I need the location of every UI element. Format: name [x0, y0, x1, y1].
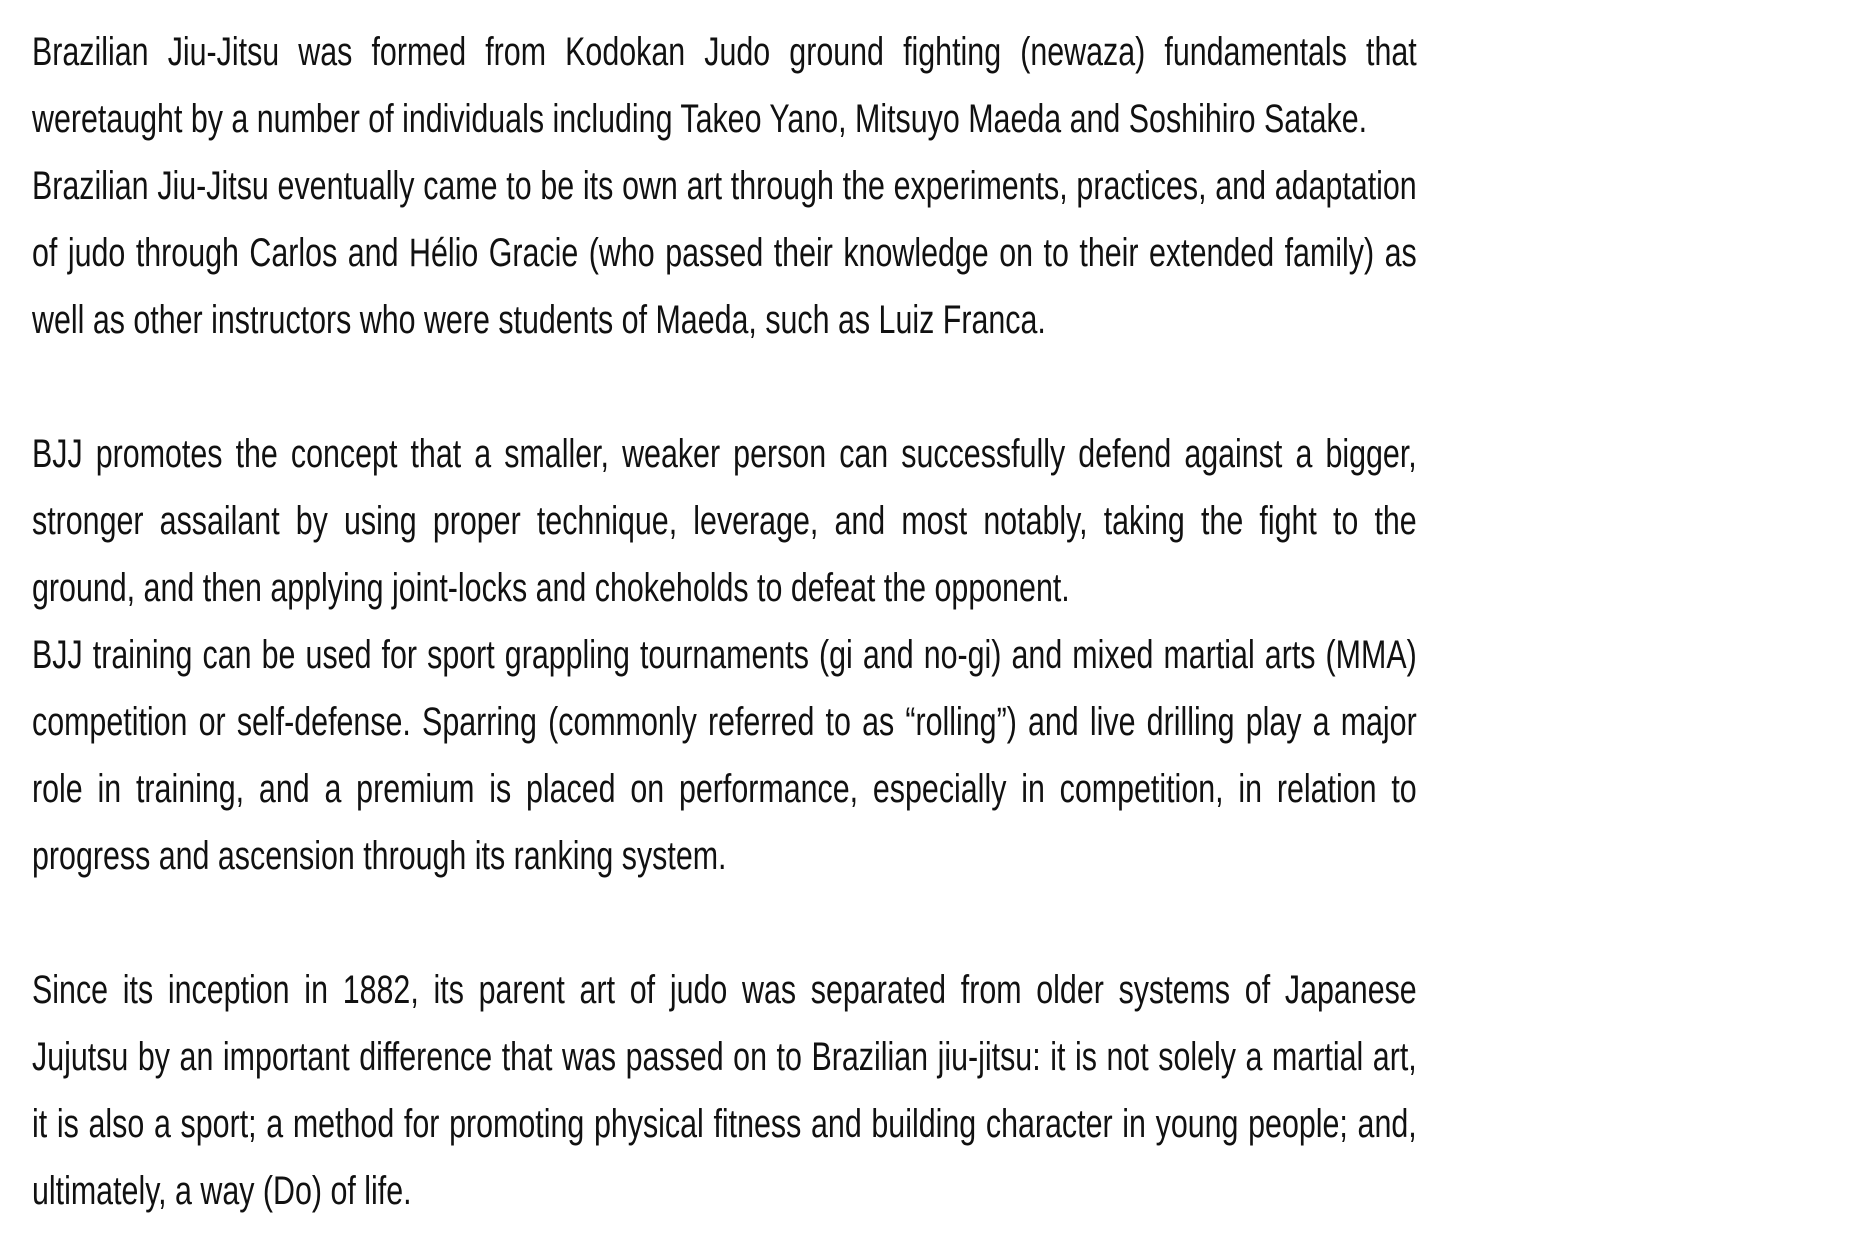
paragraph-bjj-training: BJJ training can be used for sport grappling tournaments (gi and no-gi) and mixed martial arts (MMA) competition or self-defense. Sparring (commonly referred to as “rolling”) and live drilling play a major role in training, and a premium is placed on performance, especially in competition, in relation to progress and ascension through its ranking system.	[32, 633, 1417, 878]
document-body	[32, 19, 1417, 1225]
paragraph-bjj-development: Brazilian Jiu-Jitsu eventually came to be its own art through the experiments, practices, and adaptation of judo through Carlos and Hélio Gracie (who passed their knowledge on to their extended family) as well as other instructors who were students of Maeda, such as Luiz Franca.	[32, 164, 1417, 342]
paragraph-spacer	[32, 890, 1417, 957]
paragraph-bjj-origins: Brazilian Jiu-Jitsu was formed from Kodokan Judo ground fighting (newaza) fundamentals that weretaught by a number of individuals including Takeo Yano, Mitsuyo Maeda and Soshihiro Satake.	[32, 30, 1417, 141]
paragraph-bjj-concept: BJJ promotes the concept that a smaller, weaker person can successfully defend against a bigger, stronger assailant by using proper technique, leverage, and most notably, taking the fight to the ground, and then applying joint-locks and chokeholds to defeat the opponent.	[32, 432, 1417, 610]
paragraph-spacer	[32, 354, 1417, 421]
paragraph-judo-inception: Since its inception in 1882, its parent art of judo was separated from older systems of Japanese Jujutsu by an important difference that was passed on to Brazilian jiu-jitsu: it is not solely a martial art, it is also a sport; a method for promoting physical fitness and building character in young people; and, ultimately, a way (Do) of life.	[32, 968, 1417, 1213]
